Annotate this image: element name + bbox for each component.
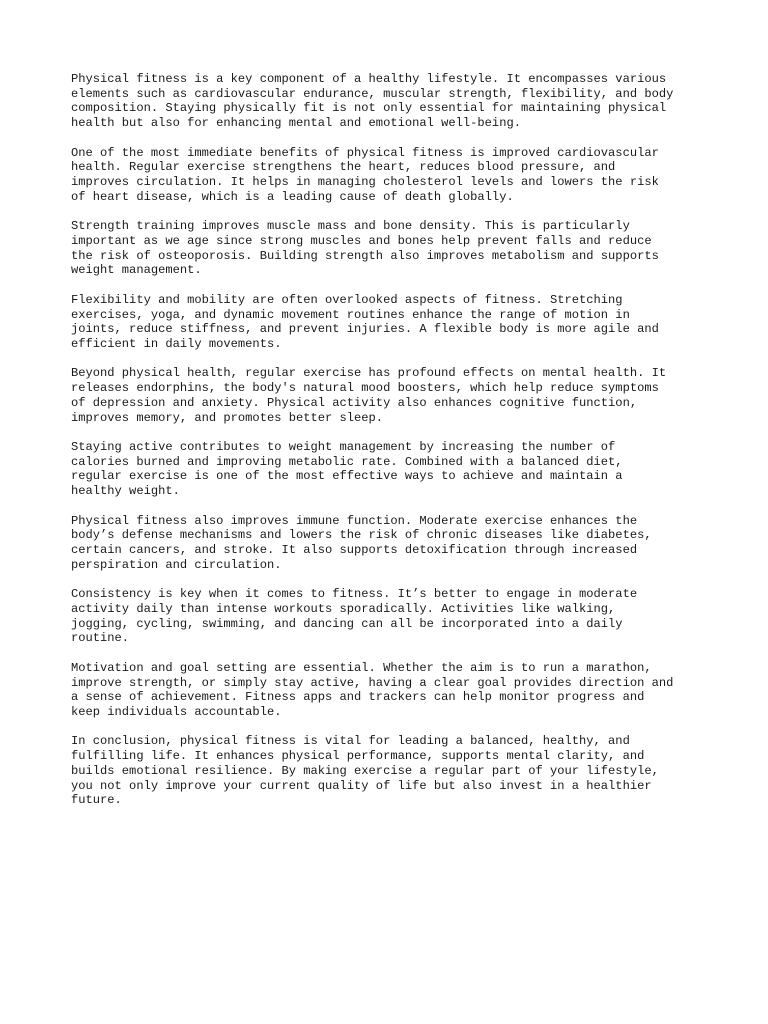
paragraph-conclusion: In conclusion, physical fitness is vital for leading a balanced, healthy, and fulfilling life. It enhances physical performance, supports mental clarity, and builds emotional resilience. By making exercise a regular part of your lifestyle, you not only improve your current quality of life but also invest in a healthier future. [71,734,659,808]
paragraph-mental-health: Beyond physical health, regular exercise has profound effects on mental health. It releases endorphins, the body's natural mood boosters, which help reduce symptoms of depression and anxiety. Physical activity also enhances cognitive function, improves memory, and promotes better sleep. [71,366,667,425]
paragraph-intro: Physical fitness is a key component of a healthy lifestyle. It encompasses various elements such as cardiovascular endurance, muscular strength, flexibility, and body composition. Staying physically fit is not only essential for maintaining physical health but also for enhancing mental and emotional well-being. [71,72,674,131]
paragraph-consistency: Consistency is key when it comes to fitness. It’s better to engage in moderate activity daily than intense workouts sporadically. Activities like walking, jogging, cycling, swimming, and dancing can all be incorporated into a daily routine. [71,587,638,646]
paragraph-strength: Strength training improves muscle mass and bone density. This is particularly important as we age since strong muscles and bones help prevent falls and reduce the risk of osteoporosis. Building strength also improves metabolism and supports weight management. [71,219,659,278]
paragraph-flexibility: Flexibility and mobility are often overlooked aspects of fitness. Stretching exercises, yoga, and dynamic movement routines enhance the range of motion in joints, reduce stiffness, and prevent injuries. A flexible body is more agile and efficient in daily movements. [71,292,659,351]
paragraph-immune-function: Physical fitness also improves immune function. Moderate exercise enhances the body’s defense mechanisms and lowers the risk of chronic diseases like diabetes, certain cancers, and stroke. It also supports detoxification through increased perspiration and circulation. [71,513,652,572]
paragraph-cardiovascular: One of the most immediate benefits of physical fitness is improved cardiovascular health. Regular exercise strengthens the heart, reduces blood pressure, and improves circulation. It helps in managing cholesterol levels and lowers the risk of heart disease, which is a leading cause of death globally. [71,145,659,204]
paragraph-weight-management: Staying active contributes to weight management by increasing the number of calories burned and improving metabolic rate. Combined with a balanced diet, regular exercise is one of the most effective ways to achieve and maintain a healthy weight. [71,440,623,499]
paragraph-motivation: Motivation and goal setting are essential. Whether the aim is to run a marathon, improve strength, or simply stay active, having a clear goal provides direction and a sense of achievement. Fitness apps and trackers can help monitor progress and keep individuals accountable. [71,660,674,719]
document-body [71,72,711,823]
